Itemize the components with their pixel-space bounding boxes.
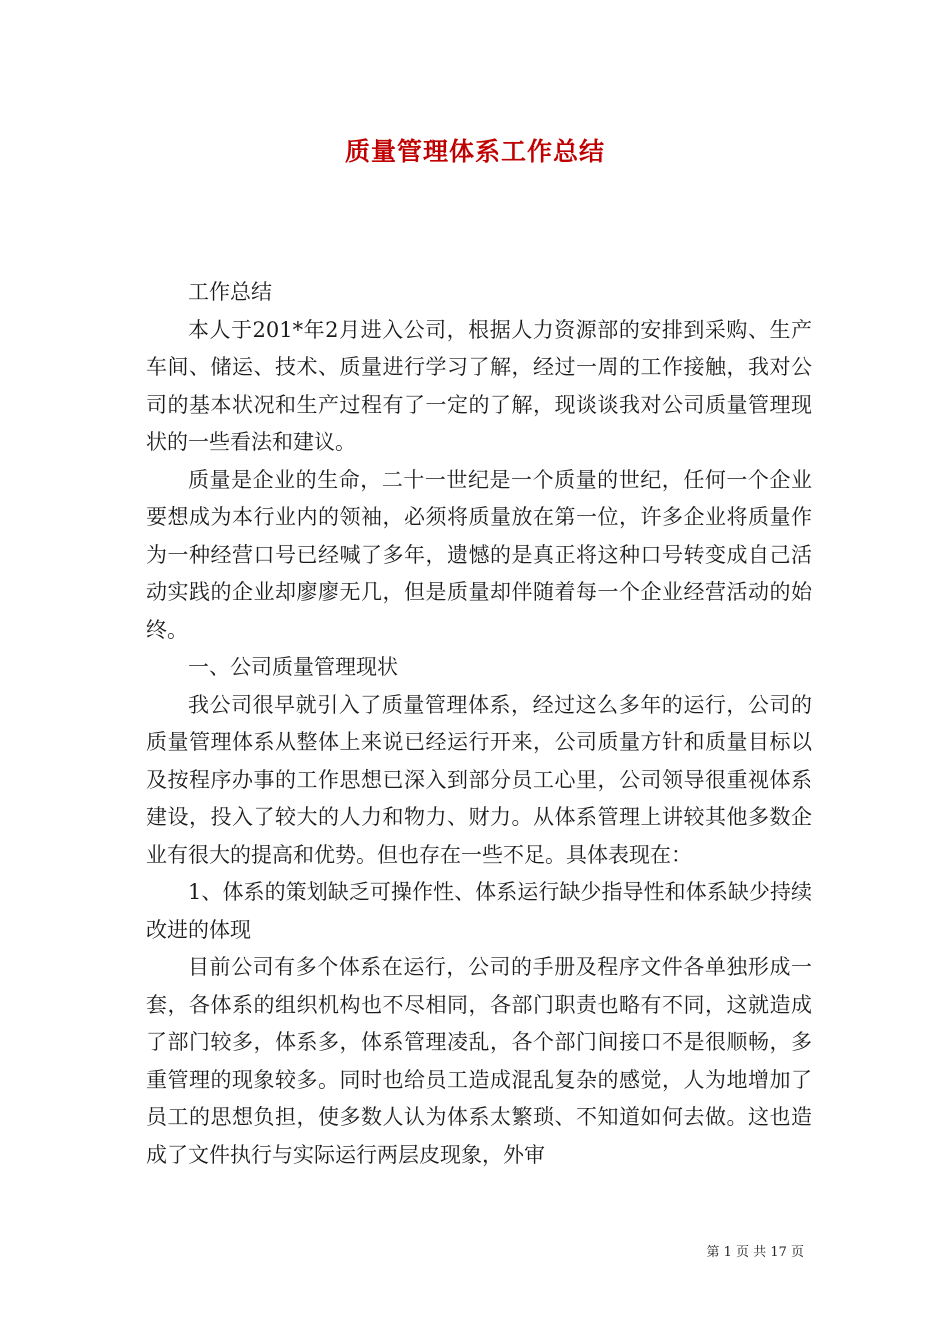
section-heading: 一、公司质量管理现状 bbox=[188, 655, 398, 679]
document-body bbox=[146, 274, 812, 1174]
document-title: 质量管理体系工作总结 bbox=[344, 137, 605, 166]
paragraph: 质量是企业的生命，二十一世纪是一个质量的世纪，任何一个企业要想成为本行业内的领袖，必须将质量放在第一位，许多企业将质量作为一种经营口号已经喊了多年，遗憾的是真正将这种口号转变成自己活动实践的企业却廖廖无几，但是质量却伴随着每一个企业经营活动的始终。 bbox=[146, 467, 812, 642]
page-number-footer: 第 1 页 共 17 页 bbox=[706, 1245, 804, 1260]
paragraph-heading: 工作总结 bbox=[188, 280, 272, 304]
paragraph: 我公司很早就引入了质量管理体系，经过这么多年的运行，公司的质量管理体系从整体上来说已经运行开来，公司质量方针和质量目标以及按程序办事的工作思想已深入到部分员工心里，公司领导很重视体系建设，投入了较大的人力和物力、财力。从体系管理上讲较其他多数企业有很大的提高和优势。但也存在一些不足。具体表现在： bbox=[146, 692, 812, 867]
paragraph: 目前公司有多个体系在运行，公司的手册及程序文件各单独形成一套，各体系的组织机构也不尽相同，各部门职责也略有不同，这就造成了部门较多，体系多，体系管理凌乱，各个部门间接口不是很顺畅，多重管理的现象较多。同时也给员工造成混乱复杂的感觉，人为地增加了员工的思想负担，使多数人认为体系太繁琐、不知道如何去做。这也造成了文件执行与实际运行两层皮现象，外审 bbox=[146, 955, 812, 1167]
subsection-heading: 1、体系的策划缺乏可操作性、体系运行缺少指导性和体系缺少持续改进的体现 bbox=[146, 880, 812, 942]
paragraph: 本人于201*年2月进入公司，根据人力资源部的安排到采购、生产车间、储运、技术、质量进行学习了解，经过一周的工作接触，我对公司的基本状况和生产过程有了一定的了解，现谈谈我对公司质量管理现状的一些看法和建议。 bbox=[146, 317, 812, 454]
